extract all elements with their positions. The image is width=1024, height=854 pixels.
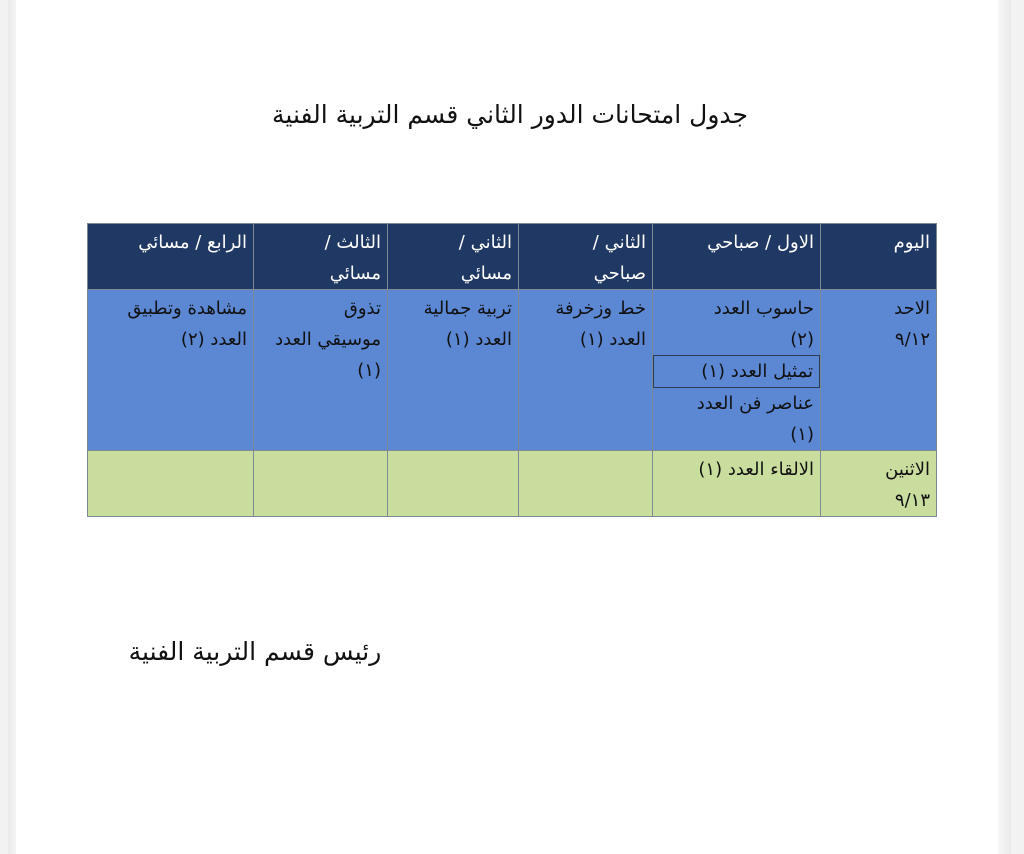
exam-line: (١)	[357, 360, 381, 381]
header-third-evening-line1: الثالث /	[324, 232, 381, 253]
page-title: جدول امتحانات الدور الثاني قسم التربية الفنية	[272, 100, 748, 129]
exam-cell	[254, 290, 388, 451]
exam-line: حاسوب العدد	[713, 298, 814, 319]
empty-cell	[88, 451, 254, 517]
header-second-evening-line2: مسائي	[460, 263, 512, 284]
exam-line: تربية جمالية	[423, 298, 512, 319]
page-left-edge	[8, 0, 16, 854]
exam-line: العدد (١)	[445, 329, 512, 350]
header-second-evening	[388, 224, 519, 290]
header-second-morning-line1: الثاني /	[592, 232, 646, 253]
empty-cell	[254, 451, 388, 517]
exam-cell	[519, 290, 653, 451]
header-third-evening	[254, 224, 388, 290]
page-right-edge	[998, 0, 1011, 854]
header-second-morning	[519, 224, 653, 290]
exam-schedule-table	[87, 223, 937, 517]
header-fourth-evening	[88, 224, 254, 290]
exam-line: مشاهدة وتطبيق	[127, 298, 247, 319]
exam-cell	[88, 290, 254, 451]
header-first-morning	[653, 224, 821, 290]
exam-subcell: تمثيل العدد (١)	[653, 355, 820, 388]
signature-line: رئيس قسم التربية الفنية	[128, 637, 382, 666]
header-second-morning-line2: صباحي	[593, 263, 646, 284]
header-third-evening-line2: مسائي	[329, 263, 381, 284]
table-row-monday	[88, 451, 937, 517]
table-row-sunday	[88, 290, 937, 451]
exam-line: (١)	[790, 424, 814, 445]
day-date: ٩/١٣	[894, 490, 930, 511]
header-day	[821, 224, 937, 290]
exam-cell	[388, 290, 519, 451]
header-second-evening-line1: الثاني /	[458, 232, 512, 253]
exam-line: تذوق	[343, 298, 381, 319]
exam-line: الالقاء العدد (١)	[698, 459, 814, 480]
exam-line: خط وزخرفة	[555, 298, 646, 319]
day-cell	[821, 451, 937, 517]
empty-cell	[519, 451, 653, 517]
header-fourth-evening-label: الرابع / مسائي	[138, 232, 247, 253]
exam-line: العدد (١)	[579, 329, 646, 350]
day-date: ٩/١٢	[894, 329, 930, 350]
header-first-morning-label: الاول / صباحي	[707, 232, 814, 253]
exam-line: (٢)	[790, 329, 814, 350]
exam-cell	[653, 451, 821, 517]
table-header-row	[88, 224, 937, 290]
day-name: الاحد	[894, 298, 930, 319]
exam-line: عناصر فن العدد	[696, 393, 814, 414]
exam-cell	[653, 290, 821, 451]
day-cell	[821, 290, 937, 451]
header-day-label: اليوم	[893, 232, 930, 253]
empty-cell	[388, 451, 519, 517]
exam-line: العدد (٢)	[180, 329, 247, 350]
exam-line: موسيقي العدد	[275, 329, 381, 350]
day-name: الاثنين	[885, 459, 930, 480]
